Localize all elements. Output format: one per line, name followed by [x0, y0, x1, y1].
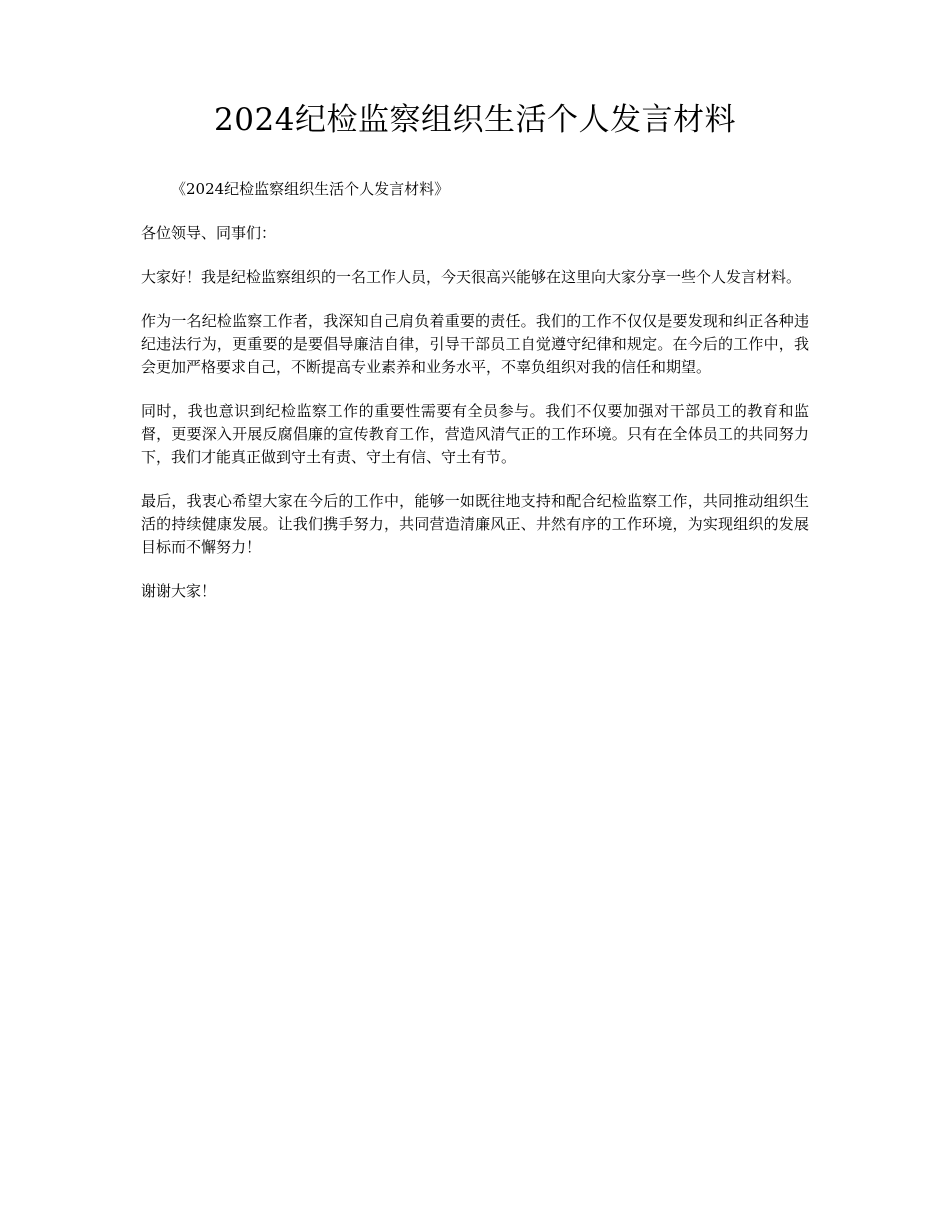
- body-paragraph: 作为一名纪检监察工作者，我深知自己肩负着重要的责任。我们的工作不仅仅是要发现和纠正各种违纪违法行为，更重要的是要倡导廉洁自律，引导干部员工自觉遵守纪律和规定。在今后的工作中，我会更加严格要求自己，不断提高专业素养和业务水平，不辜负组织对我的信任和期望。: [141, 312, 809, 376]
- salutation-paragraph: 各位领导、同事们：: [141, 224, 277, 242]
- document-title: 2024纪检监察组织生活个人发言材料: [214, 102, 736, 138]
- body-paragraph: 同时，我也意识到纪检监察工作的重要性需要有全员参与。我们不仅要加强对干部员工的教育和监督，更要深入开展反腐倡廉的宣传教育工作，营造风清气正的工作环境。只有在全体员工的共同努力下，我们才能真正做到守土有责、守土有信、守土有节。: [141, 402, 809, 466]
- body-paragraph: 最后，我衷心希望大家在今后的工作中，能够一如既往地支持和配合纪检监察工作，共同推动组织生活的持续健康发展。让我们携手努力，共同营造清廉风正、井然有序的工作环境，为实现组织的发展目标而不懈努力！: [141, 492, 809, 556]
- document-body: [141, 178, 809, 624]
- closing-paragraph: 谢谢大家！: [141, 582, 217, 600]
- body-paragraph: 大家好！我是纪检监察组织的一名工作人员，今天很高兴能够在这里向大家分享一些个人发言材料。: [141, 268, 802, 286]
- subtitle-paragraph: 《2024纪检监察组织生活个人发言材料》: [171, 180, 450, 198]
